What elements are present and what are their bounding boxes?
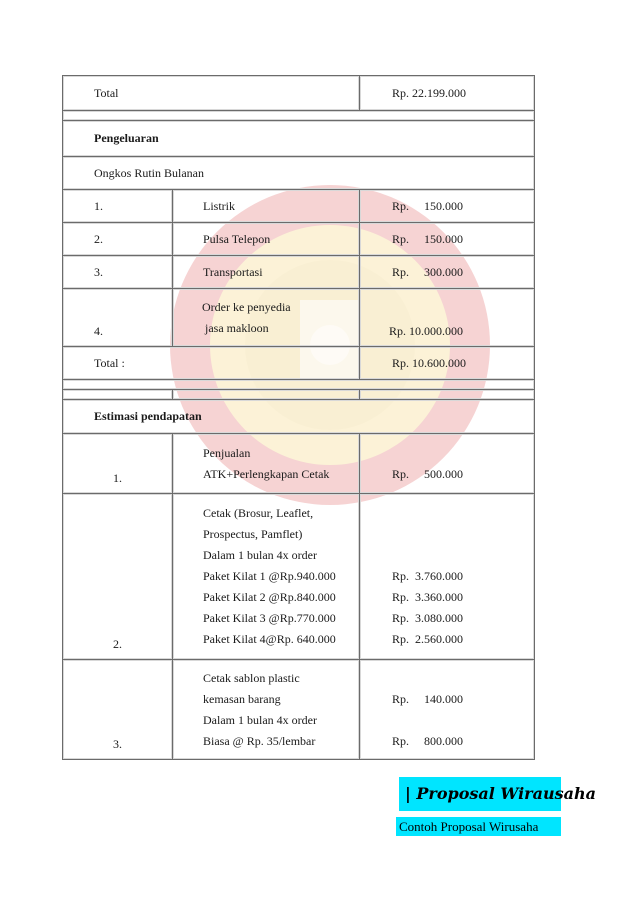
income-amount	[392, 710, 534, 731]
total-top-amount: Rp. 22.199.000	[360, 76, 535, 111]
income-description	[173, 660, 360, 760]
section-estimasi: Estimasi pendapatan	[63, 400, 535, 434]
table-row-subsection	[63, 157, 535, 190]
budget-table-container	[62, 75, 534, 760]
income-line: Biasa @ Rp. 35/lembar	[203, 733, 316, 748]
expense-no: 4.	[63, 289, 173, 347]
expense-amount: Rp. 300.000	[360, 256, 535, 289]
footer-subtitle: Contoh Proposal Wirusaha	[396, 817, 561, 836]
budget-table	[62, 75, 535, 760]
income-line: Cetak sablon plastic	[203, 670, 300, 685]
table-row-spacer	[63, 380, 535, 390]
expense-no: 3.	[63, 256, 173, 289]
section-pengeluaran: Pengeluaran	[63, 121, 535, 157]
income-amounts	[360, 660, 535, 760]
income-line: Paket Kilat 4@Rp. 640.000	[203, 632, 336, 646]
income-line: ATK+Perlengkapan Cetak	[203, 466, 330, 481]
table-row-total-top	[63, 76, 535, 111]
expense-item: Transportasi	[173, 256, 360, 289]
income-amounts	[360, 434, 535, 494]
income-line: Prospectus, Pamflet)	[203, 527, 303, 541]
expense-item-line: Order ke penyedia	[202, 299, 291, 314]
income-line: Dalam 1 bulan 4x order	[203, 712, 317, 727]
income-amount: Rp. 3.360.000	[392, 590, 464, 604]
table-row-income	[63, 660, 535, 760]
table-row-expense	[63, 190, 535, 223]
income-amount: Rp. 2.560.000	[392, 632, 464, 646]
total-expense-amount: Rp. 10.600.000	[360, 347, 535, 380]
income-amount: Rp. 500.000	[392, 466, 464, 481]
budget-table-body	[63, 76, 535, 760]
income-amounts	[360, 494, 535, 660]
income-description	[173, 434, 360, 494]
income-amount	[392, 503, 534, 524]
footer-title: | Proposal Wirausaha	[399, 777, 561, 811]
expense-amount: Rp. 150.000	[360, 223, 535, 256]
income-no: 3.	[63, 660, 173, 760]
income-no: 1.	[63, 434, 173, 494]
table-row-section	[63, 121, 535, 157]
table-row-expense	[63, 223, 535, 256]
total-top-label: Total	[63, 76, 360, 111]
table-row-section	[63, 400, 535, 434]
income-line: Paket Kilat 2 @Rp.840.000	[203, 590, 336, 604]
income-line: Cetak (Brosur, Leaflet,	[203, 506, 314, 520]
expense-no: 1.	[63, 190, 173, 223]
table-row-expense	[63, 256, 535, 289]
total-expense-label: Total :	[63, 347, 360, 380]
expense-item-line: jasa makloon	[202, 320, 269, 335]
table-row-spacer	[63, 111, 535, 121]
income-amount	[392, 545, 534, 566]
income-line: Paket Kilat 3 @Rp.770.000	[203, 611, 336, 625]
expense-item-multiline	[173, 289, 360, 347]
expense-amount: Rp. 10.000.000	[360, 289, 535, 347]
table-row-total-expense	[63, 347, 535, 380]
income-amount: Rp. 140.000	[392, 691, 464, 706]
income-line: Penjualan	[203, 445, 251, 460]
table-row-expense	[63, 289, 535, 347]
income-amount	[392, 443, 534, 464]
table-row-spacer	[63, 390, 535, 400]
expense-no: 2.	[63, 223, 173, 256]
income-description	[173, 494, 360, 660]
expense-item: Listrik	[173, 190, 360, 223]
expense-item: Pulsa Telepon	[173, 223, 360, 256]
subsection-rutin: Ongkos Rutin Bulanan	[63, 157, 535, 190]
income-amount: Rp. 800.000	[392, 733, 464, 748]
table-row-income	[63, 434, 535, 494]
income-line: Paket Kilat 1 @Rp.940.000	[203, 569, 336, 583]
income-amount: Rp. 3.080.000	[392, 611, 464, 625]
expense-amount: Rp. 150.000	[360, 190, 535, 223]
income-amount	[392, 668, 534, 689]
income-amount: Rp. 3.760.000	[392, 569, 464, 583]
table-row-income	[63, 494, 535, 660]
income-line: kemasan barang	[203, 691, 281, 706]
income-amount	[392, 524, 534, 545]
income-line: Dalam 1 bulan 4x order	[203, 548, 317, 562]
income-no: 2.	[63, 494, 173, 660]
